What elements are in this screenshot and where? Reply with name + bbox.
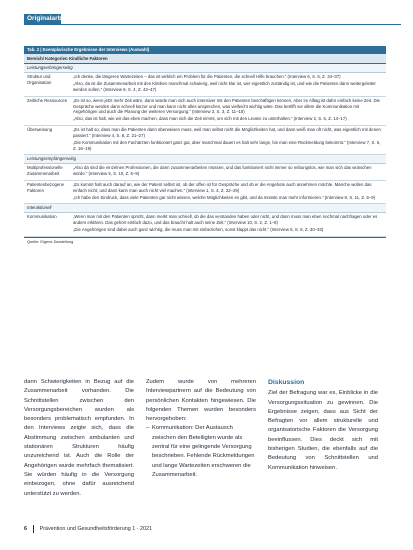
list-item [146,424,256,480]
quote-text: „Also, da ist die Zusammenarbeit mit den Kliniken manchmal schwierig, weil nicht klar ist, wer eigentlich zuständig ist, und wie die Patienten dann weitergeleitet werden sollen.“ (Interview 9, S. 4, Z. 42–47) [73,81,376,92]
body-text [24,378,386,499]
footer-divider [33,525,34,533]
row-category: Kommunikation [27,214,57,220]
row-quotes [73,214,383,234]
quote-text: „Die Angehörigen sind dabei auch ganz wichtig, die muss man mit einbeziehen, sonst klappt das nicht.“ (Interview 6, S. 9, Z. 30–33) [73,227,324,233]
row-category: Überweisung [27,127,53,133]
page-footer [24,525,152,533]
row-category: Patientenbezogene Faktoren [27,182,65,193]
table-caption: Tab. 2 | Exemplarische Ergebnisse der Interviews (Auswahl) [24,46,386,54]
table-row [24,126,386,155]
row-quotes [73,182,383,202]
table-footnote: Quelle: Eigene Darstellung [24,237,386,247]
table-column-header [24,54,386,65]
body-column-3 [268,378,378,499]
row-category: Struktur und Organisation [27,74,52,85]
quote-text: „Es kommt halt auch darauf an, wie der Patient selbst ist, ob der offen ist für Gespräche und ob er die Angebote auch annehmen möchte. Manche wollen das einfach nicht, und dann kann man auch nicht viel machen.“ (Interview 1, S. 4, Z. 22–29) [73,182,372,193]
quote-text: „Es ist so, wenn jetzt mehr Zeit wäre, dann würde man sich auch intensiver mit den Patienten beschäftigen können. Aber im Alltag ist dafür einfach keine Zeit. Die Gespräche werden dann schnell kürzer und man kann nicht alles ansprechen, was vielleicht wichtig wäre. Das betrifft vor allem die Kommunikation mit Angehörigen und auch die Planung der weiteren Versorgung.“ (Interview 3, S. 3, Z. 11–18) [73,98,380,115]
table-section-heading: Leistungsempfängerseitig [24,155,386,164]
page-number: 6 [24,526,27,532]
column-header-factors: Kindliche Faktoren [69,55,108,61]
table-row [24,164,386,181]
row-quotes [73,127,383,152]
table-section-heading: Leistungserbringerseitig [24,64,386,73]
section-label: Originalarbeit [24,14,61,24]
body-paragraph: dann Schwierigkeiten in Bezug auf die Zusammenarbeit vorhanden. Die Schnittstellen zwischen den Versorgungsbereichen wurden als besonders problematisch empfunden. In den Interviews zeigte sich, dass die Abstimmung zwischen ambulanten und stationären Strukturen häufig unzureichend ist. Auch die Rolle der Angehörigen wurde mehrfach thematisiert. Sie würden häufig in die Versorgung einbezogen, ohne dafür ausreichend unterstützt zu werden. [24,379,134,497]
body-column-1 [24,378,134,499]
table-row [24,213,386,237]
body-column-2 [146,378,256,499]
quote-text: „Es ist halt so, dass man die Patienten dann überweisen muss, weil man selbst nicht die Möglichkeiten hat, und dann weiß man oft nicht, was eigentlich mit denen passiert.“ (Interview 4, S. 8, Z. 21–27) [73,127,381,139]
row-quotes [73,165,383,178]
table-row [24,97,386,126]
header-rule [24,24,401,25]
bullet-list [146,424,256,480]
quote-text: „Also, das ist halt, wie wir das eben machen, dass man sich die Zeit nimmt, um sich mit den Leuten zu unterhalten.“ (Interview 2, S. 6, Z. 14–17) [73,116,347,122]
quote-text: „Die Kommunikation mit den Fachärzten funktioniert ganz gut, aber manchmal dauert es halt sehr lange, bis man eine Rückmeldung bekommt.“ (Interview 7, S. 6, Z. 16–19) [73,140,381,151]
row-category: Zeitliche Ressourcen [27,98,68,104]
quote-text: „Ich habe den Eindruck, dass viele Patienten gar nicht wissen, welche Möglichkeiten es gibt, und da müsste man mehr informieren.“ (Interview 8, S. 11, Z. 6–9) [73,194,376,200]
table-row [24,73,386,97]
discussion-heading: Diskussion [268,379,305,386]
table-row [24,181,386,205]
journal-name: Prävention und Gesundheitsförderung 1 · 2021 [39,526,152,532]
quotes-table [24,46,386,246]
row-quotes [73,98,383,123]
row-category: Multiprofessionelle Zusammenarbeit [27,165,63,176]
body-paragraph: Ziel der Befragung war es, Einblicke in die Versorgungssituation zu gewinnen. Die Ergebnisse zeigen, dass aus Sicht der Befragten vor allem strukturelle und organisatorische Faktoren die Versorgung beeinflussen. Dies deckt sich mit bisherigen Studien, die ebenfalls auf die Bedeutung von Schnittstellen und Kommunikation hinweisen. [268,390,378,471]
quote-text: „Also da sind die einzelnen Professionen, die dann zusammenarbeiten müssen, und das funktioniert nicht immer so reibungslos, wie man sich das wünschen würde.“ (Interview 5, S. 10, Z. 5–9) [73,165,372,176]
table-body [24,64,386,237]
quote-text: „Ich denke, die längeren Wartezeiten – das ist wirklich ein Problem für die Patienten, die schnell Hilfe brauchen.“ (Interview 6, S. 5, Z. 34–37) [73,74,341,80]
bullet-marker: – [146,425,150,432]
list-item-text: Kommunikation: Der Austausch zwischen den Beteiligten wurde als zentral für eine gelingende Versorgung beschrieben. Fehlende Rückmeldungen und lange Wartezeiten erschweren die Zusammenarbeit. [152,425,255,478]
quote-text: „Wenn man mit den Patienten spricht, dann merkt man schnell, ob die das verstanden haben oder nicht, und dann muss man eben nochmal nachfragen oder es anders erklären. Das gehört einfach dazu, und das braucht halt auch seine Zeit.“ (Interview 10, S. 2, Z. 1–8) [73,214,378,226]
table-section-heading: Interaktionell [24,204,386,213]
row-quotes [73,74,383,94]
column-header-category: Bereich/ Kategorien [27,55,68,61]
body-paragraph: Zudem wurde von mehreren Interviewpartnern auf die Bedeutung von persönlichen Kontakten hingewiesen. Die folgenden Themen wurden besonders hervorgehoben: [146,379,256,423]
